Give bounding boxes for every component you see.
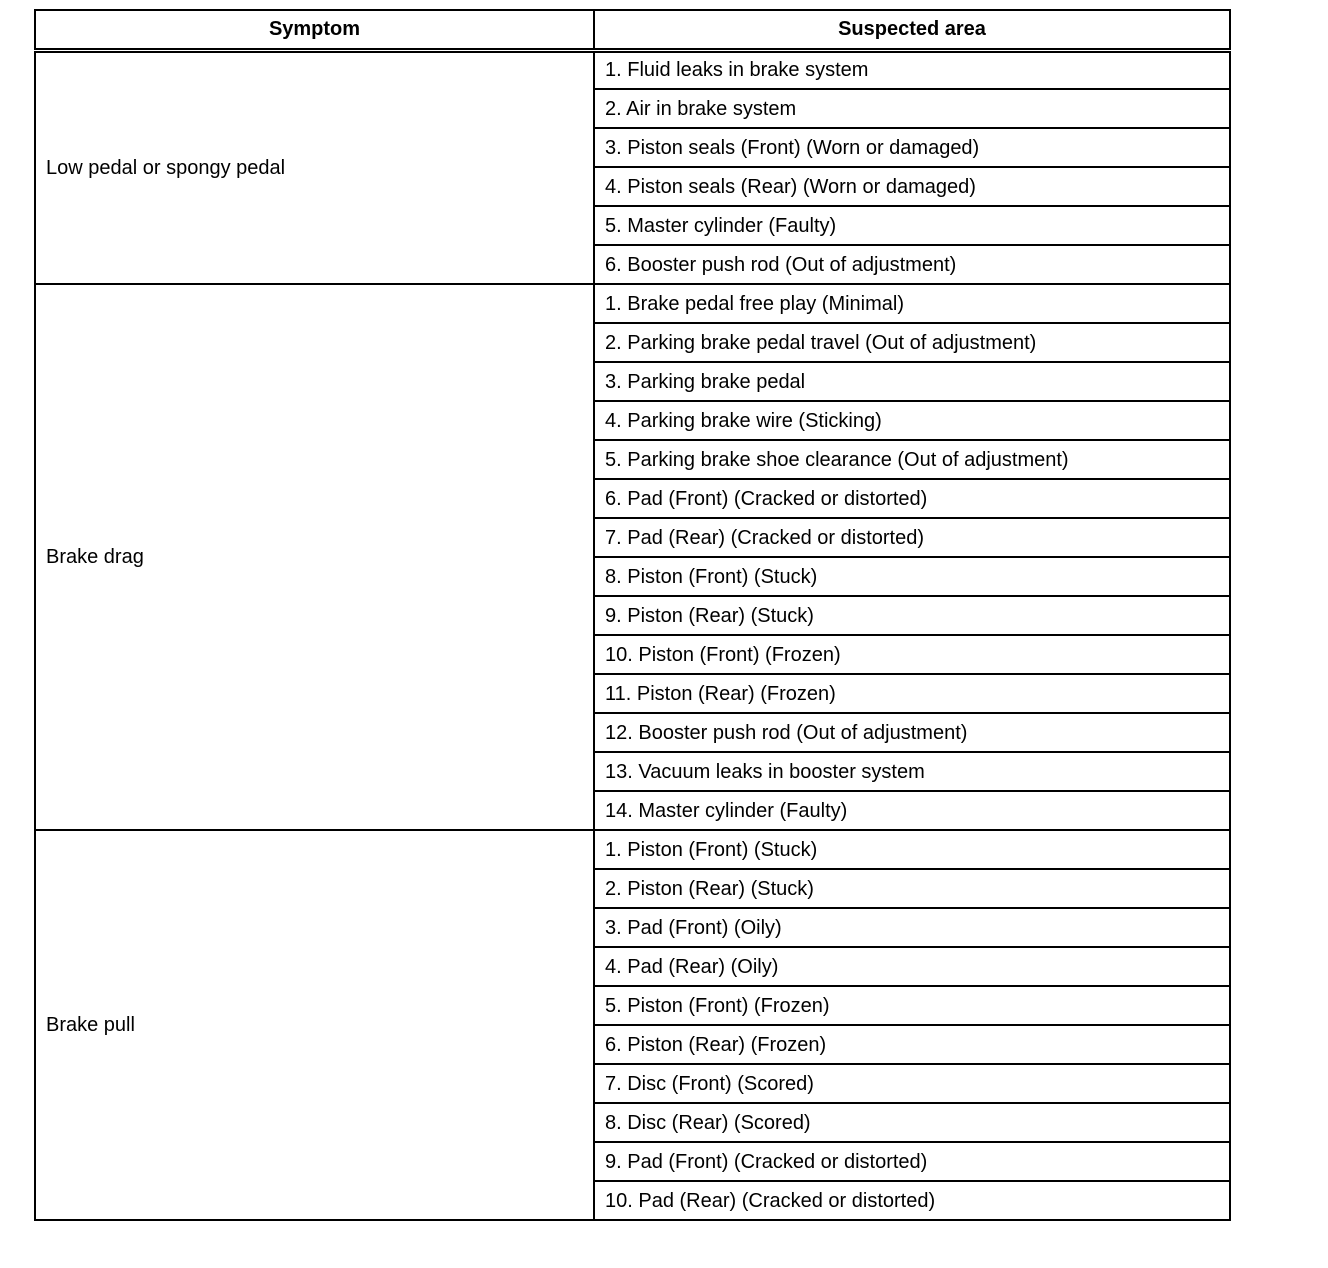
header-suspected-area: Suspected area xyxy=(594,10,1230,50)
table-row xyxy=(35,284,1230,323)
header-symptom: Symptom xyxy=(35,10,594,50)
table-header xyxy=(35,10,1230,50)
suspected-area-cell: 10. Piston (Front) (Frozen) xyxy=(594,635,1230,674)
suspected-area-cell: 11. Piston (Rear) (Frozen) xyxy=(594,674,1230,713)
header-row xyxy=(35,10,1230,50)
suspected-area-cell: 12. Booster push rod (Out of adjustment) xyxy=(594,713,1230,752)
suspected-area-cell: 4. Piston seals (Rear) (Worn or damaged) xyxy=(594,167,1230,206)
table-body xyxy=(35,50,1230,1220)
suspected-area-cell: 2. Piston (Rear) (Stuck) xyxy=(594,869,1230,908)
table-row xyxy=(35,830,1230,869)
suspected-area-cell: 6. Piston (Rear) (Frozen) xyxy=(594,1025,1230,1064)
suspected-area-cell: 3. Piston seals (Front) (Worn or damaged) xyxy=(594,128,1230,167)
suspected-area-cell: 8. Piston (Front) (Stuck) xyxy=(594,557,1230,596)
suspected-area-cell: 5. Master cylinder (Faulty) xyxy=(594,206,1230,245)
suspected-area-cell: 4. Parking brake wire (Sticking) xyxy=(594,401,1230,440)
suspected-area-cell: 6. Pad (Front) (Cracked or distorted) xyxy=(594,479,1230,518)
suspected-area-cell: 1. Fluid leaks in brake system xyxy=(594,50,1230,89)
suspected-area-cell: 5. Parking brake shoe clearance (Out of adjustment) xyxy=(594,440,1230,479)
suspected-area-cell: 7. Pad (Rear) (Cracked or distorted) xyxy=(594,518,1230,557)
suspected-area-cell: 1. Brake pedal free play (Minimal) xyxy=(594,284,1230,323)
suspected-area-cell: 3. Pad (Front) (Oily) xyxy=(594,908,1230,947)
suspected-area-cell: 8. Disc (Rear) (Scored) xyxy=(594,1103,1230,1142)
suspected-area-cell: 2. Air in brake system xyxy=(594,89,1230,128)
suspected-area-cell: 10. Pad (Rear) (Cracked or distorted) xyxy=(594,1181,1230,1220)
symptom-table xyxy=(34,9,1231,1221)
suspected-area-cell: 6. Booster push rod (Out of adjustment) xyxy=(594,245,1230,284)
suspected-area-cell: 13. Vacuum leaks in booster system xyxy=(594,752,1230,791)
suspected-area-cell: 14. Master cylinder (Faulty) xyxy=(594,791,1230,830)
suspected-area-cell: 9. Piston (Rear) (Stuck) xyxy=(594,596,1230,635)
suspected-area-cell: 3. Parking brake pedal xyxy=(594,362,1230,401)
table-row xyxy=(35,50,1230,89)
suspected-area-cell: 2. Parking brake pedal travel (Out of adjustment) xyxy=(594,323,1230,362)
suspected-area-cell: 1. Piston (Front) (Stuck) xyxy=(594,830,1230,869)
symptom-cell: Brake pull xyxy=(35,830,594,1220)
suspected-area-cell: 9. Pad (Front) (Cracked or distorted) xyxy=(594,1142,1230,1181)
suspected-area-cell: 4. Pad (Rear) (Oily) xyxy=(594,947,1230,986)
suspected-area-cell: 5. Piston (Front) (Frozen) xyxy=(594,986,1230,1025)
suspected-area-cell: 7. Disc (Front) (Scored) xyxy=(594,1064,1230,1103)
symptom-cell: Brake drag xyxy=(35,284,594,830)
symptom-cell: Low pedal or spongy pedal xyxy=(35,50,594,284)
